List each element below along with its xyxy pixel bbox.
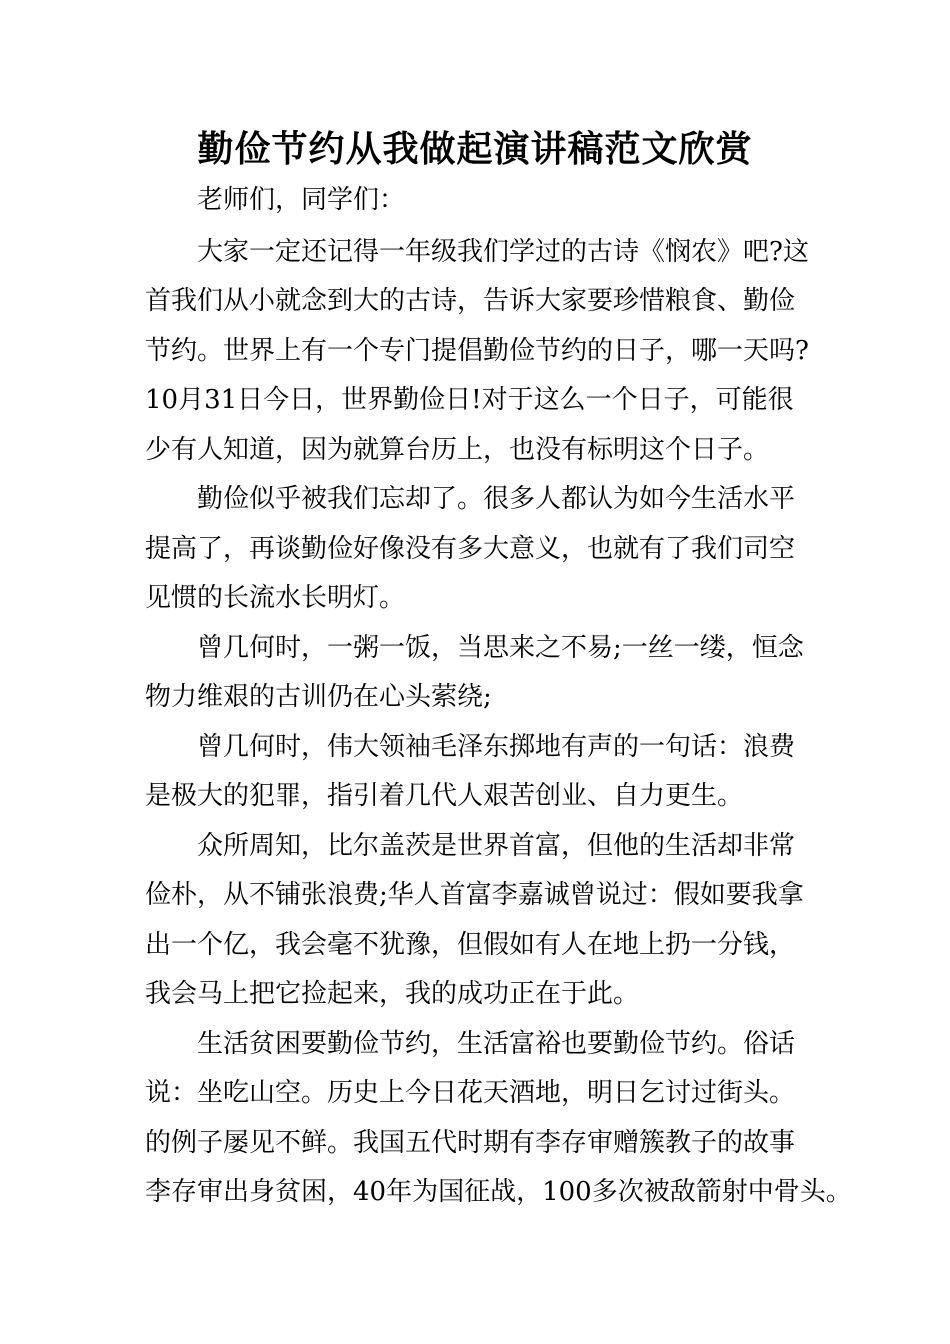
paragraph-3-line-2: 物力维艰的古训仍在心头萦绕; bbox=[145, 682, 492, 712]
paragraph-5-line-4: 我会马上把它捡起来，我的成功正在于此。 bbox=[145, 979, 640, 1009]
paragraph-1-line-1: 大家一定还记得一年级我们学过的古诗《悯农》吧?这 bbox=[197, 237, 809, 267]
paragraph-4-line-1: 曾几何时，伟大领袖毛泽东掷地有声的一句话：浪费 bbox=[197, 732, 796, 762]
paragraph-4-line-2: 是极大的犯罪，指引着几代人艰苦创业、自力更生。 bbox=[145, 781, 744, 811]
paragraph-5-line-2: 俭朴，从不铺张浪费;华人首富李嘉诚曾说过：假如要我拿 bbox=[145, 880, 804, 910]
paragraph-1-line-2: 首我们从小就念到大的古诗，告诉大家要珍惜粮食、勤俭 bbox=[145, 286, 796, 316]
paragraph-6-line-1: 生活贫困要勤俭节约，生活富裕也要勤俭节约。俗话 bbox=[197, 1029, 796, 1059]
paragraph-6-line-3: 的例子屡见不鲜。我国五代时期有李存审赠簇教子的故事 bbox=[145, 1128, 796, 1158]
paragraph-2-line-2: 提高了，再谈勤俭好像没有多大意义，也就有了我们司空 bbox=[145, 534, 796, 564]
paragraph-1-line-3: 节约。世界上有一个专门提倡勤俭节约的日子，哪一天吗? bbox=[145, 336, 809, 366]
paragraph-6-line-4: 李存审出身贫困，40年为国征战，100多次被敌箭射中骨头。 bbox=[145, 1177, 852, 1207]
document-title: 勤俭节约从我做起演讲稿范文欣赏 bbox=[197, 129, 753, 170]
paragraph-5-line-1: 众所周知，比尔盖茨是世界首富，但他的生活却非常 bbox=[197, 831, 796, 861]
paragraph-1-line-5: 少有人知道，因为就算台历上，也没有标明这个日子。 bbox=[145, 435, 770, 465]
paragraph-5-line-3: 出一个亿，我会毫不犹豫，但假如有人在地上扔一分钱， bbox=[145, 930, 796, 960]
paragraph-2-line-1: 勤俭似乎被我们忘却了。很多人都认为如今生活水平 bbox=[197, 484, 796, 514]
paragraph-3-line-1: 曾几何时，一粥一饭，当思来之不易;一丝一缕，恒念 bbox=[197, 633, 804, 663]
paragraph-2-line-3: 见惯的长流水长明灯。 bbox=[145, 583, 406, 613]
paragraph-6-line-2: 说：坐吃山空。历史上今日花天酒地，明日乞讨过街头。 bbox=[145, 1078, 796, 1108]
paragraph-1-line-4: 10月31日今日，世界勤俭日!对于这么一个日子，可能很 bbox=[145, 385, 794, 415]
salutation-line: 老师们，同学们： bbox=[197, 185, 406, 215]
